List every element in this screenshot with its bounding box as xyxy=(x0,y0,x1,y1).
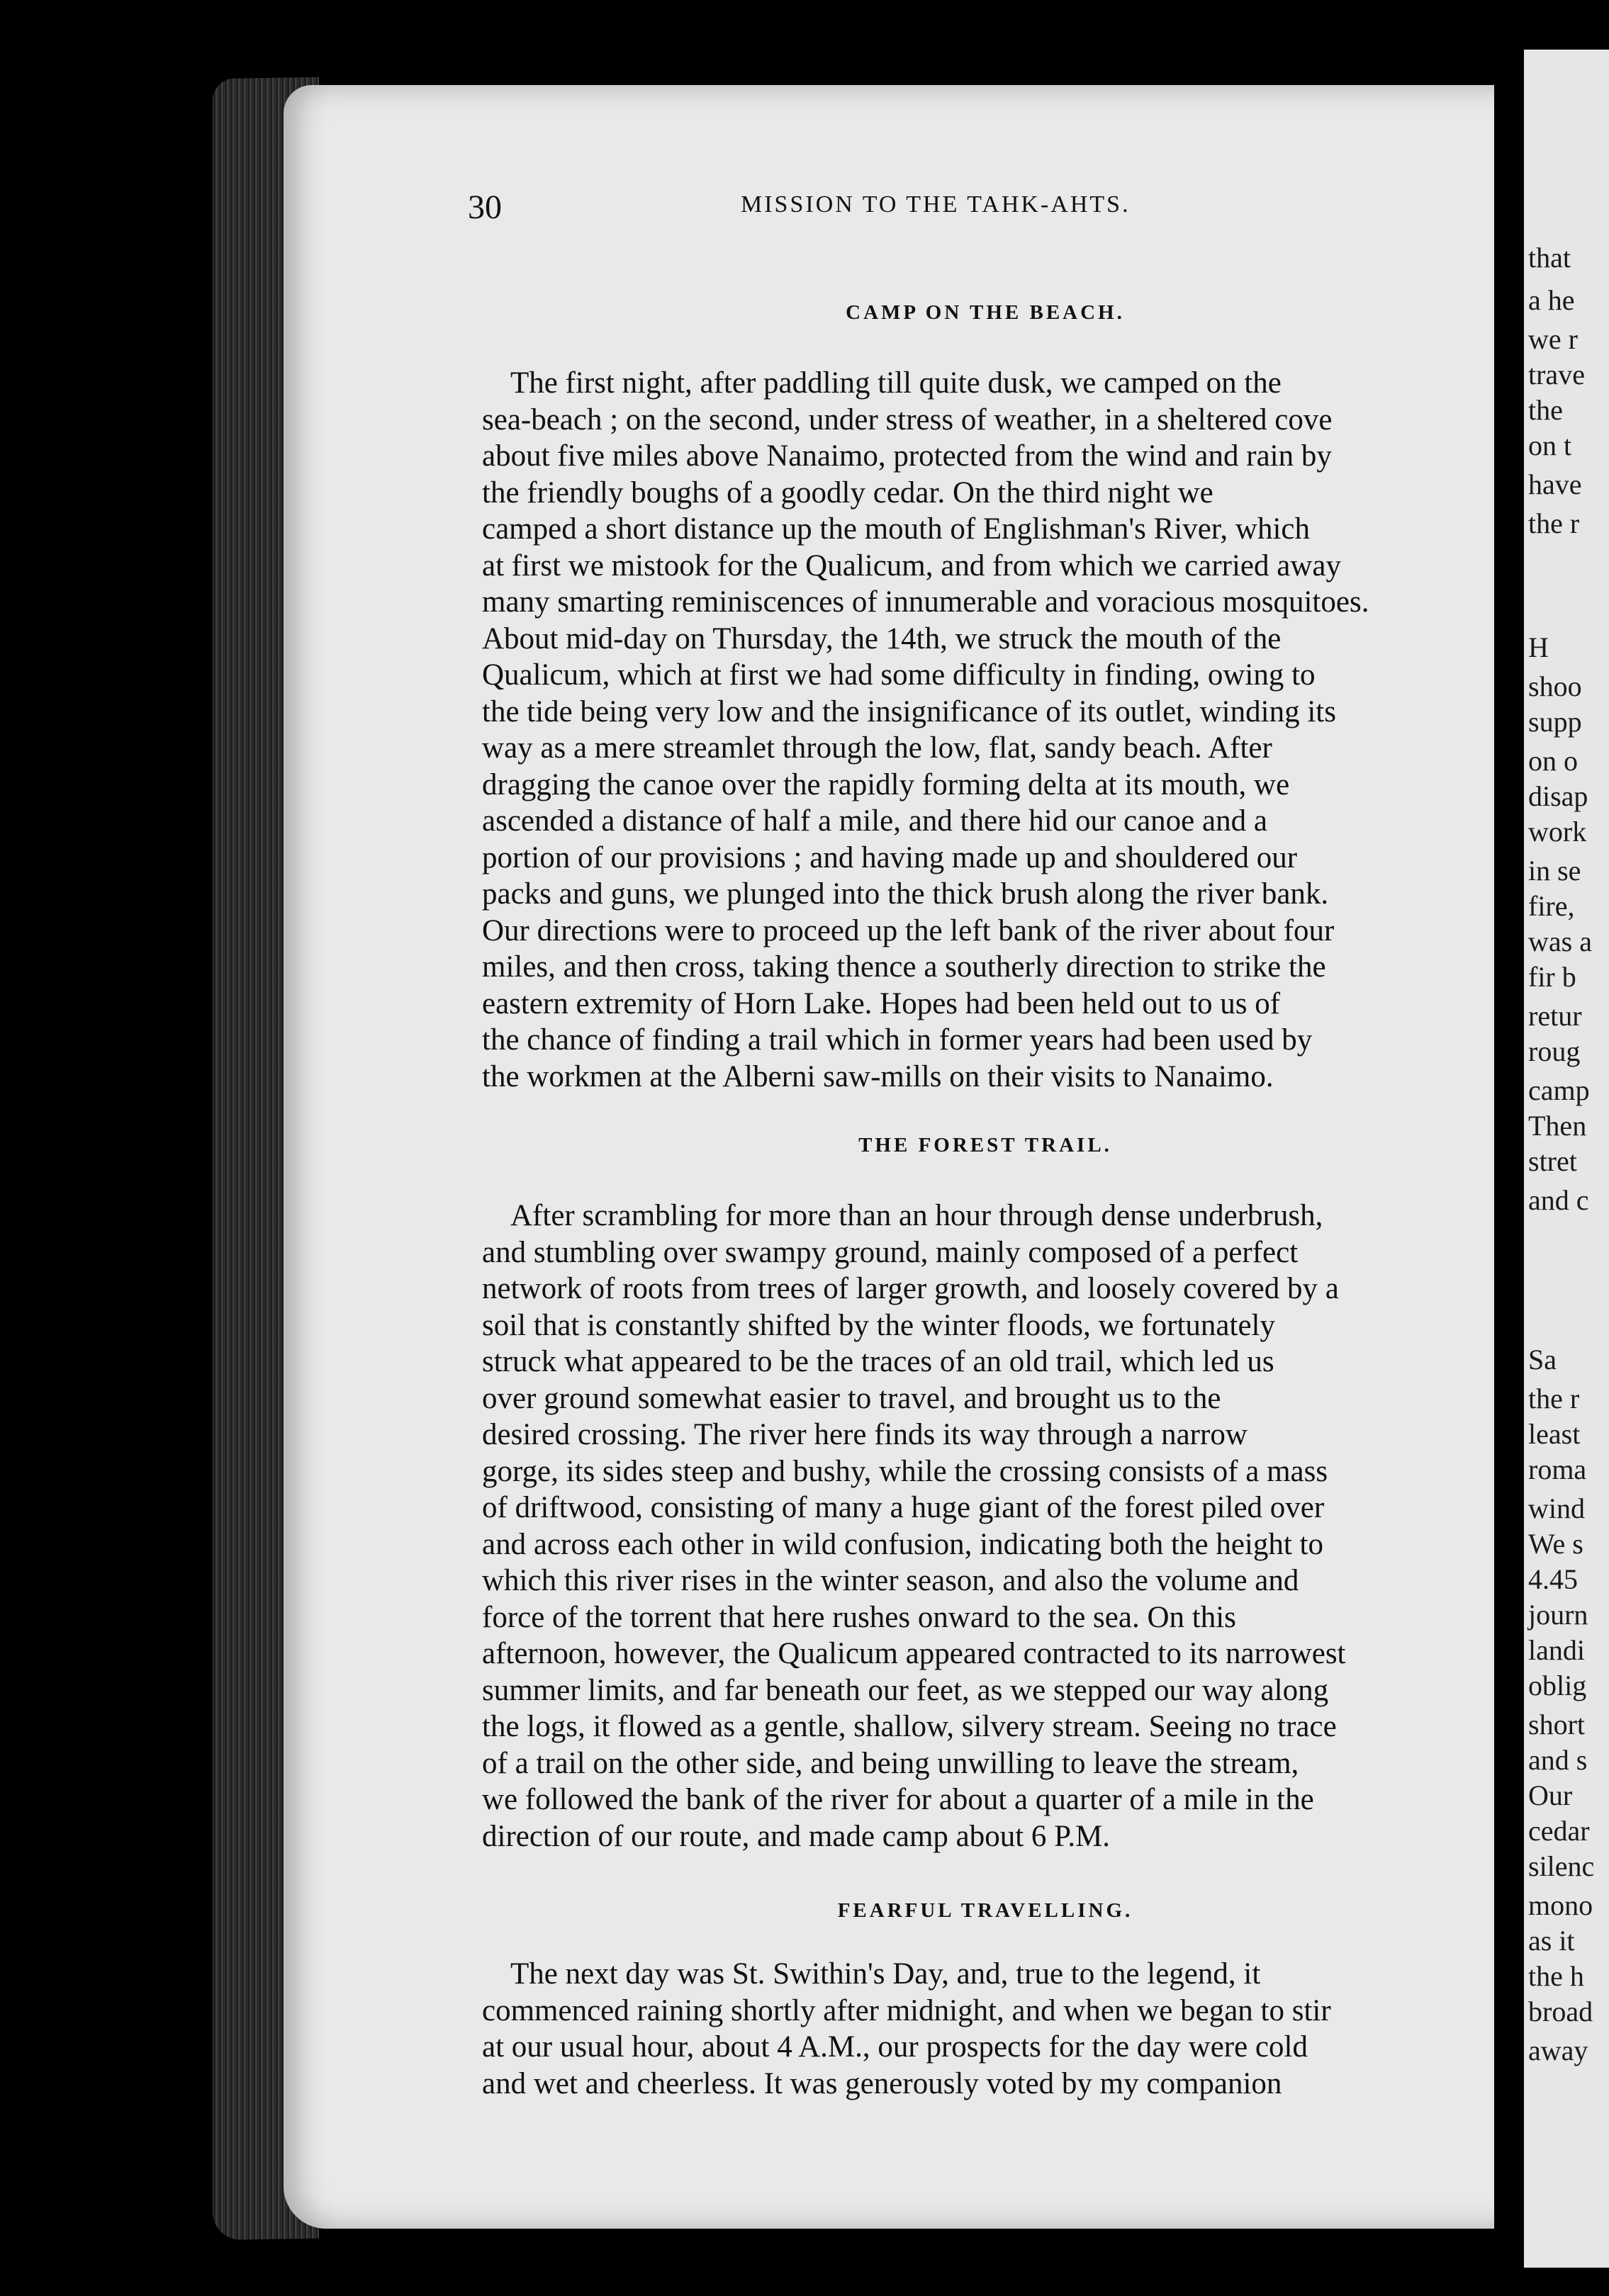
text-line: portion of our provisions ; and having made up and shouldered our xyxy=(482,840,1298,874)
text-line: summer limits, and far beneath our feet, as we stepped our way along xyxy=(482,1673,1329,1707)
next-page-fragment: the r xyxy=(1528,1383,1580,1414)
text-line: Qualicum, which at first we had some difficulty in finding, owing to xyxy=(482,658,1316,692)
text-line: and wet and cheerless. It was generously voted by my companion xyxy=(482,2066,1282,2100)
next-page-fragment: work xyxy=(1528,816,1587,848)
next-page-fragment: H xyxy=(1528,631,1549,663)
text-line: About mid-day on Thursday, the 14th, we struck the mouth of the xyxy=(482,621,1282,655)
text-line: gorge, its sides steep and bushy, while the crossing consists of a mass xyxy=(482,1454,1328,1488)
next-page-fragment: supp xyxy=(1528,706,1582,738)
text-line: the workmen at the Alberni saw-mills on their visits to Nanaimo. xyxy=(482,1059,1274,1093)
next-page-fragment: Sa xyxy=(1528,1344,1557,1375)
next-page-fragment: roma xyxy=(1528,1453,1587,1485)
text-line: force of the torrent that here rushes onward to the sea. On this xyxy=(482,1600,1236,1634)
next-page-fragment: We s xyxy=(1528,1528,1583,1560)
text-line: dragging the canoe over the rapidly forming delta at its mouth, we xyxy=(482,767,1290,801)
text-line: about five miles above Nanaimo, protected from the wind and rain by xyxy=(482,439,1332,473)
text-line: way as a mere streamlet through the low, flat, sandy beach. After xyxy=(482,731,1272,765)
next-page-fragment: broad xyxy=(1528,1996,1593,2027)
next-page-fragment: 4.45 xyxy=(1528,1563,1578,1595)
text-line: struck what appeared to be the traces of an old trail, which led us xyxy=(482,1345,1274,1378)
text-line: eastern extremity of Horn Lake. Hopes had been held out to us of xyxy=(482,986,1281,1020)
text-line: the friendly boughs of a goodly cedar. On the third night we xyxy=(482,475,1213,510)
next-page-fragment: disap xyxy=(1528,780,1588,812)
text-line: After scrambling for more than an hour through dense underbrush, xyxy=(510,1199,1323,1232)
text-line: The next day was St. Swithin's Day, and, true to the legend, it xyxy=(510,1957,1261,1991)
text-line: of driftwood, consisting of many a huge giant of the forest piled over xyxy=(482,1491,1325,1524)
next-page-fragment: cedar xyxy=(1528,1815,1590,1847)
text-line: over ground somewhat easier to travel, and brought us to the xyxy=(482,1381,1221,1415)
next-page-fragment: shoo xyxy=(1528,670,1582,702)
text-line: network of roots from trees of larger growth, and loosely covered by a xyxy=(482,1272,1339,1305)
next-page-fragment: roug xyxy=(1528,1035,1581,1067)
text-line: camped a short distance up the mouth of Englishman's River, which xyxy=(482,512,1310,546)
next-page-fragment: in se xyxy=(1528,855,1581,887)
next-page-fragment: on t xyxy=(1528,429,1572,461)
next-page-fragment: wind xyxy=(1528,1492,1585,1524)
text-line: afternoon, however, the Qualicum appeared contracted to its narrowest xyxy=(482,1637,1346,1670)
next-page-fragment: oblig xyxy=(1528,1670,1587,1701)
text-line: which this river rises in the winter season, and also the volume and xyxy=(482,1564,1299,1597)
next-page-fragment: as it xyxy=(1528,1925,1575,1957)
next-page-fragment: was a xyxy=(1528,925,1592,957)
paragraph-fearful-travelling xyxy=(482,1956,1510,2102)
section-heading-forest-trail: THE FOREST TRAIL. xyxy=(858,1134,1112,1157)
text-line: and stumbling over swampy ground, mainly composed of a perfect xyxy=(482,1235,1299,1269)
next-page-fragment: fir b xyxy=(1528,961,1576,993)
text-line: the chance of finding a trail which in former years had been used by xyxy=(482,1023,1313,1057)
next-page-fragment: the r xyxy=(1528,507,1580,539)
next-page-fragment: landi xyxy=(1528,1634,1585,1666)
section-heading-fearful-travelling: FEARFUL TRAVELLING. xyxy=(837,1899,1133,1922)
next-page-fragment: away xyxy=(1528,2035,1588,2066)
next-page-fragment: retur xyxy=(1528,1000,1582,1032)
next-page-strip xyxy=(1524,50,1609,2268)
next-page-fragment: Our xyxy=(1528,1779,1573,1811)
next-page-fragment: fire, xyxy=(1528,890,1575,922)
next-page-fragment: and s xyxy=(1528,1744,1588,1776)
text-line: sea-beach ; on the second, under stress of weather, in a sheltered cove xyxy=(482,403,1333,437)
next-page-fragment: trave xyxy=(1528,359,1585,390)
text-line: the tide being very low and the insignificance of its outlet, winding its xyxy=(482,694,1336,728)
next-page-fragment: the xyxy=(1528,394,1563,426)
text-line: commenced raining shortly after midnight, and when we began to stir xyxy=(482,1993,1331,2027)
text-line: desired crossing. The river here finds its way through a narrow xyxy=(482,1418,1248,1451)
text-line: many smarting reminiscences of innumerable and voracious mosquitoes. xyxy=(482,585,1369,619)
next-page-fragment: that xyxy=(1528,242,1571,274)
text-line: of a trail on the other side, and being unwilling to leave the stream, xyxy=(482,1746,1299,1780)
next-page-fragment: and c xyxy=(1528,1184,1589,1216)
next-page-fragment: on o xyxy=(1528,745,1578,777)
next-page-fragment: stret xyxy=(1528,1145,1577,1177)
page-header xyxy=(468,188,1503,230)
text-line: and across each other in wild confusion, indicating both the height to xyxy=(482,1527,1323,1561)
next-page-fragment: silenc xyxy=(1528,1850,1595,1882)
next-page-fragment: least xyxy=(1528,1418,1581,1450)
text-line: soil that is constantly shifted by the winter floods, we fortunately xyxy=(482,1308,1275,1342)
text-line: direction of our route, and made camp about 6 P.M. xyxy=(482,1819,1111,1853)
text-line: we followed the bank of the river for about a quarter of a mile in the xyxy=(482,1783,1314,1816)
paragraph-forest-trail xyxy=(482,1198,1510,1855)
text-line: The first night, after paddling till quite dusk, we camped on the xyxy=(510,366,1282,400)
section-heading-camp: CAMP ON THE BEACH. xyxy=(846,301,1125,324)
next-page-fragment: have xyxy=(1528,468,1582,500)
text-line: at our usual hour, about 4 A.M., our prospects for the day were cold xyxy=(482,2030,1308,2064)
page-number: 30 xyxy=(468,188,502,226)
text-line: Our directions were to proceed up the left bank of the river about four xyxy=(482,913,1335,947)
text-line: the logs, it flowed as a gentle, shallow, silvery stream. Seeing no trace xyxy=(482,1710,1337,1743)
text-line: packs and guns, we plunged into the thick brush along the river bank. xyxy=(482,877,1329,911)
running-head: MISSION TO THE TAHK-AHTS. xyxy=(741,191,1131,218)
text-line: at first we mistook for the Qualicum, and from which we carried away xyxy=(482,548,1341,583)
next-page-fragment: the h xyxy=(1528,1960,1584,1992)
next-page-fragment: mono xyxy=(1528,1889,1593,1921)
next-page-fragment: we r xyxy=(1528,323,1578,355)
next-page-fragment: a he xyxy=(1528,284,1575,316)
text-line: miles, and then cross, taking thence a southerly direction to strike the xyxy=(482,950,1326,984)
text-line: ascended a distance of half a mile, and there hid our canoe and a xyxy=(482,804,1267,838)
next-page-fragment: Then xyxy=(1528,1110,1587,1142)
paragraph-camp-on-beach xyxy=(482,365,1510,1095)
next-page-fragment: short xyxy=(1528,1709,1585,1740)
next-page-fragment: journ xyxy=(1528,1599,1588,1631)
next-page-fragment: camp xyxy=(1528,1074,1590,1106)
